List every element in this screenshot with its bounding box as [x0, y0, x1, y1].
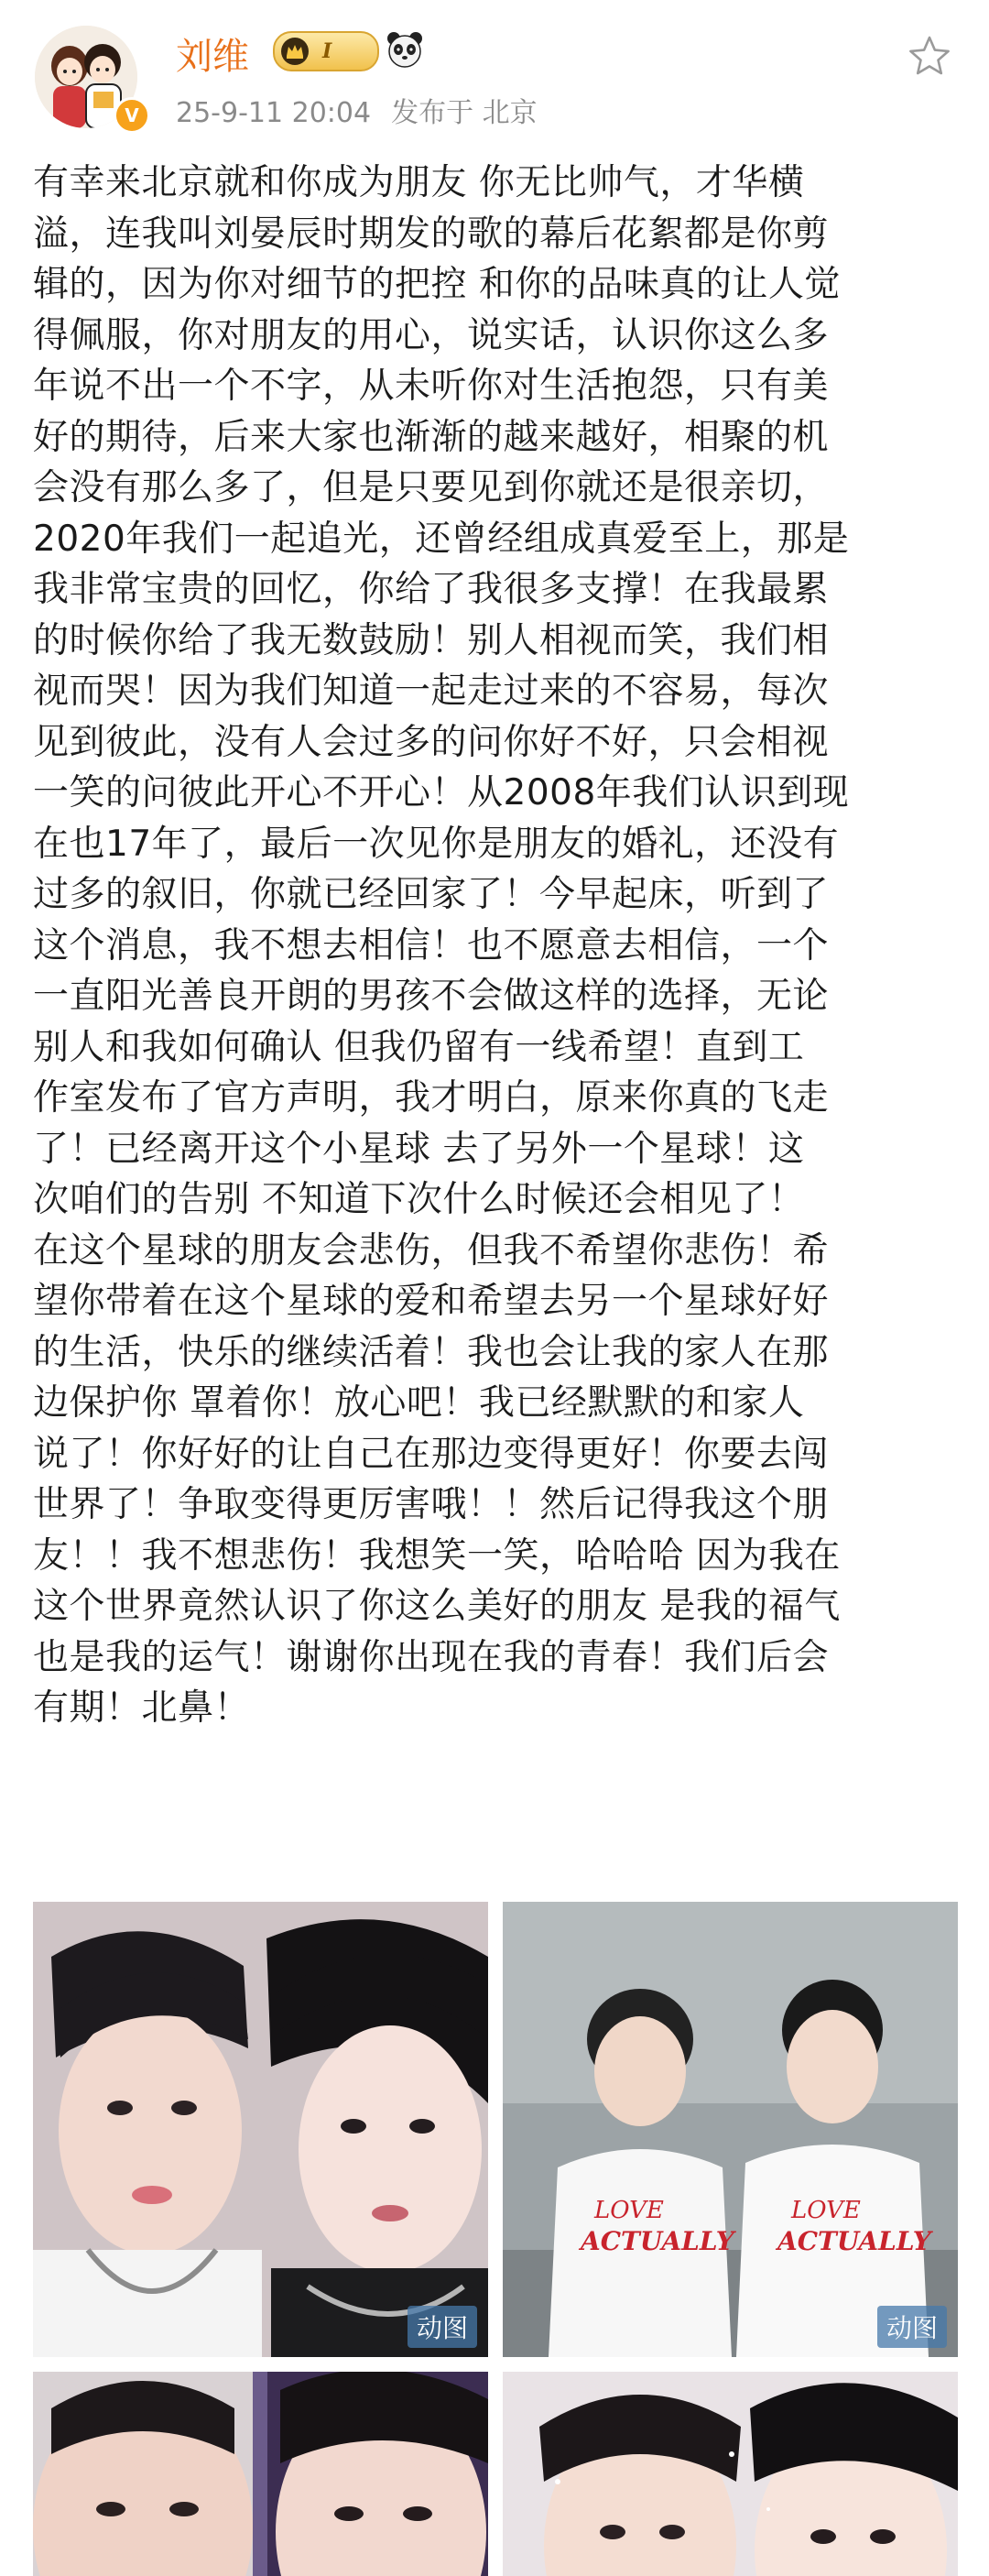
post-text-line: 这个世界竟然认识了你这么美好的朋友 是我的福气	[33, 1586, 841, 1627]
image-tile-2[interactable]	[503, 1902, 958, 2357]
post-text-line: 有期！北鼻！	[33, 1687, 251, 1729]
crown-icon	[280, 37, 310, 66]
author-name[interactable]: 刘维	[176, 36, 249, 78]
post-text-line: 在也17年了，最后一次见你是朋友的婚礼，还没有	[33, 823, 840, 865]
hoodie-text-left-1: LOVE	[594, 2197, 664, 2224]
gif-tag: 动图	[877, 2306, 947, 2348]
post-text-line: 视而哭！因为我们知道一起走过来的不容易，每次	[33, 671, 830, 712]
post-text-line: 次咱们的告别 不知道下次什么时候还会相见了！	[33, 1179, 805, 1220]
post-text-line: 说了！你好好的让自己在那边变得更好！你要去闯	[33, 1433, 830, 1475]
level-label: I	[322, 39, 332, 63]
post-text-line: 世界了！争取变得更厉害哦！！然后记得我这个朋	[33, 1484, 830, 1525]
post-date: 25-9-11 20:04	[176, 97, 372, 129]
post-text-line: 的生活，快乐的继续活着！我也会让我的家人在那	[33, 1331, 830, 1373]
post-body	[33, 158, 958, 1734]
hoodie-text-right-2: ACTUALLY	[777, 2226, 931, 2256]
post-text-line: 作室发布了官方声明，我才明白，原来你真的飞走	[33, 1077, 830, 1119]
post-text-line: 会没有那么多了，但是只要见到你就还是很亲切，	[33, 467, 830, 508]
post-text-line: 2020年我们一起追光，还曾经组成真爱至上，那是	[33, 518, 850, 560]
post-text-line: 过多的叙旧，你就已经回家了！今早起床，听到了	[33, 874, 830, 915]
post-text-line: 辑的，因为你对细节的把控 和你的品味真的让人觉	[33, 264, 841, 305]
image-tile-4[interactable]	[503, 2372, 958, 2576]
photo-split-faces	[33, 2372, 488, 2576]
photo-two-men-hoodies	[503, 1902, 958, 2357]
post-text-line: 一直阳光善良开朗的男孩不会做这样的选择，无论	[33, 976, 830, 1017]
post-text-line: 一笑的问彼此开心不开心！从2008年我们认识到现	[33, 772, 850, 813]
verified-badge: V	[114, 97, 150, 134]
image-tile-3[interactable]	[33, 2372, 488, 2576]
post-text-line: 好的期待，后来大家也渐渐的越来越好，相聚的机	[33, 416, 830, 458]
post-text-line: 这个消息，我不想去相信！也不愿意去相信，一个	[33, 924, 830, 966]
post-text-line: 我非常宝贵的回忆，你给了我很多支撑！在我最累	[33, 569, 830, 610]
post-text-line: 别人和我如何确认 但我仍留有一线希望！直到工	[33, 1026, 805, 1068]
image-tile-1[interactable]	[33, 1902, 488, 2357]
post-text-line: 也是我的运气！谢谢你出现在我的青春！我们后会	[33, 1636, 830, 1678]
gif-tag: 动图	[408, 2306, 477, 2348]
post-text-line: 了！已经离开这个小星球 去了另外一个星球！这	[33, 1128, 805, 1170]
post-text-line: 的时候你给了我无数鼓励！别人相视而笑，我们相	[33, 619, 830, 661]
post-text-line: 望你带着在这个星球的爱和希望去另一个星球好好	[33, 1281, 830, 1322]
post-text-line: 见到彼此，没有人会过多的问你好不好，只会相视	[33, 721, 830, 763]
post-text-line: 得佩服，你对朋友的用心，说实话，认识你这么多	[33, 314, 830, 356]
star-outline-icon[interactable]	[907, 33, 952, 79]
post-header	[0, 0, 989, 147]
panda-icon	[385, 29, 425, 70]
member-level-badge[interactable]	[273, 31, 379, 71]
post-meta	[176, 90, 538, 130]
post-text-line: 溢，连我叫刘晏辰时期发的歌的幕后花絮都是你剪	[33, 213, 830, 255]
photo-two-men-closeup	[33, 1902, 488, 2357]
photo-two-faces-sparkle	[503, 2372, 958, 2576]
hoodie-text-left-2: ACTUALLY	[581, 2226, 734, 2256]
post-text-line: 有幸来北京就和你成为朋友 你无比帅气，才华横	[33, 162, 805, 203]
post-text-line: 在这个星球的朋友会悲伤，但我不希望你悲伤！希	[33, 1229, 830, 1272]
post-location: 发布于 北京	[391, 97, 538, 129]
hoodie-text-right-1: LOVE	[791, 2197, 861, 2224]
post-text-line: 友！！我不想悲伤！我想笑一笑，哈哈哈 因为我在	[33, 1534, 841, 1577]
post-text-line: 年说不出一个不字，从未听你对生活抱怨，只有美	[33, 366, 830, 407]
post-text-line: 边保护你 罩着你！放心吧！我已经默默的和家人	[33, 1382, 805, 1424]
